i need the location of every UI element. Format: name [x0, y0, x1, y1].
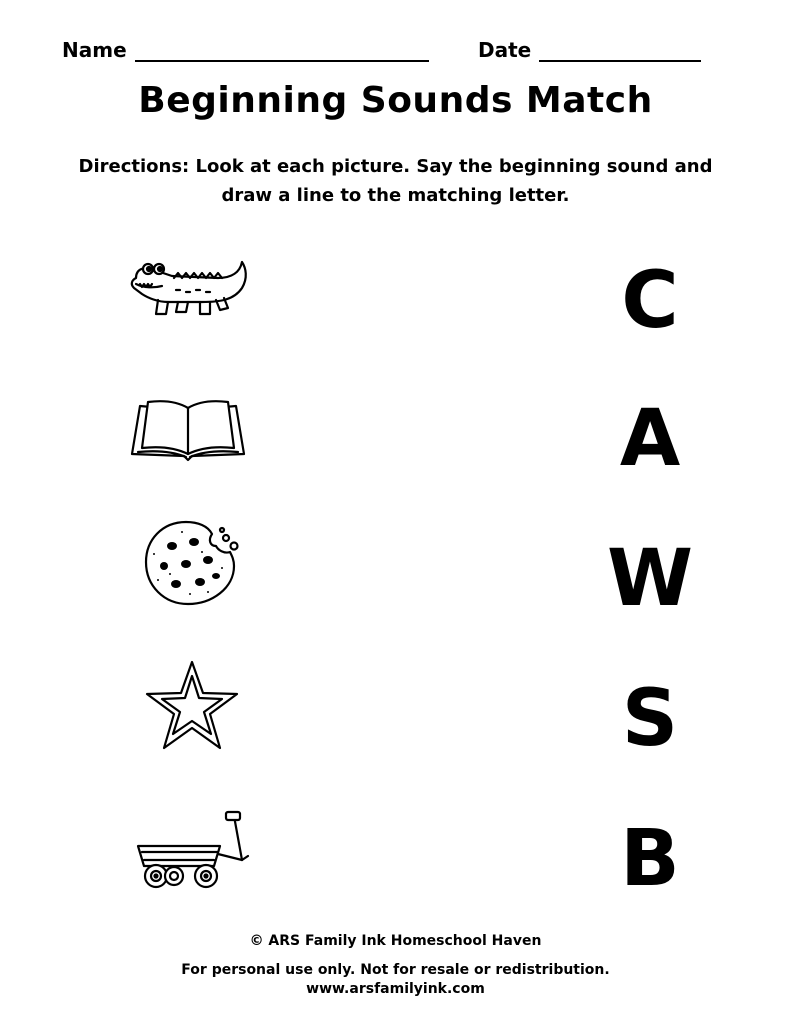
name-blank-line[interactable] [135, 38, 429, 62]
directions-line-2: draw a line to the matching letter. [221, 185, 570, 206]
star-icon[interactable] [144, 660, 240, 752]
book-icon[interactable] [128, 396, 248, 462]
cookie-icon[interactable] [142, 520, 242, 606]
wagon-icon[interactable] [134, 810, 254, 890]
header-row [62, 38, 722, 70]
letter-b[interactable]: B [620, 814, 680, 904]
date-blank-line[interactable] [539, 38, 701, 62]
letter-a[interactable]: A [619, 394, 681, 484]
footer-copyright: © ARS Family Ink Homeschool Haven [249, 933, 542, 949]
letter-s[interactable]: S [621, 674, 679, 764]
name-field[interactable] [62, 38, 429, 62]
footer-notice: For personal use only. Not for resale or redistribution. [181, 962, 610, 978]
date-field[interactable] [478, 38, 701, 62]
page-title: Beginning Sounds Match [138, 80, 653, 121]
directions [0, 152, 791, 210]
alligator-icon[interactable] [128, 254, 254, 318]
directions-line-1: Directions: Look at each picture. Say the beginning sound and [78, 156, 713, 177]
letter-c[interactable]: C [621, 256, 679, 346]
name-label: Name [62, 38, 127, 62]
footer-website: www.arsfamilyink.com [306, 981, 485, 997]
date-label: Date [478, 38, 532, 62]
letter-w[interactable]: W [606, 534, 694, 624]
